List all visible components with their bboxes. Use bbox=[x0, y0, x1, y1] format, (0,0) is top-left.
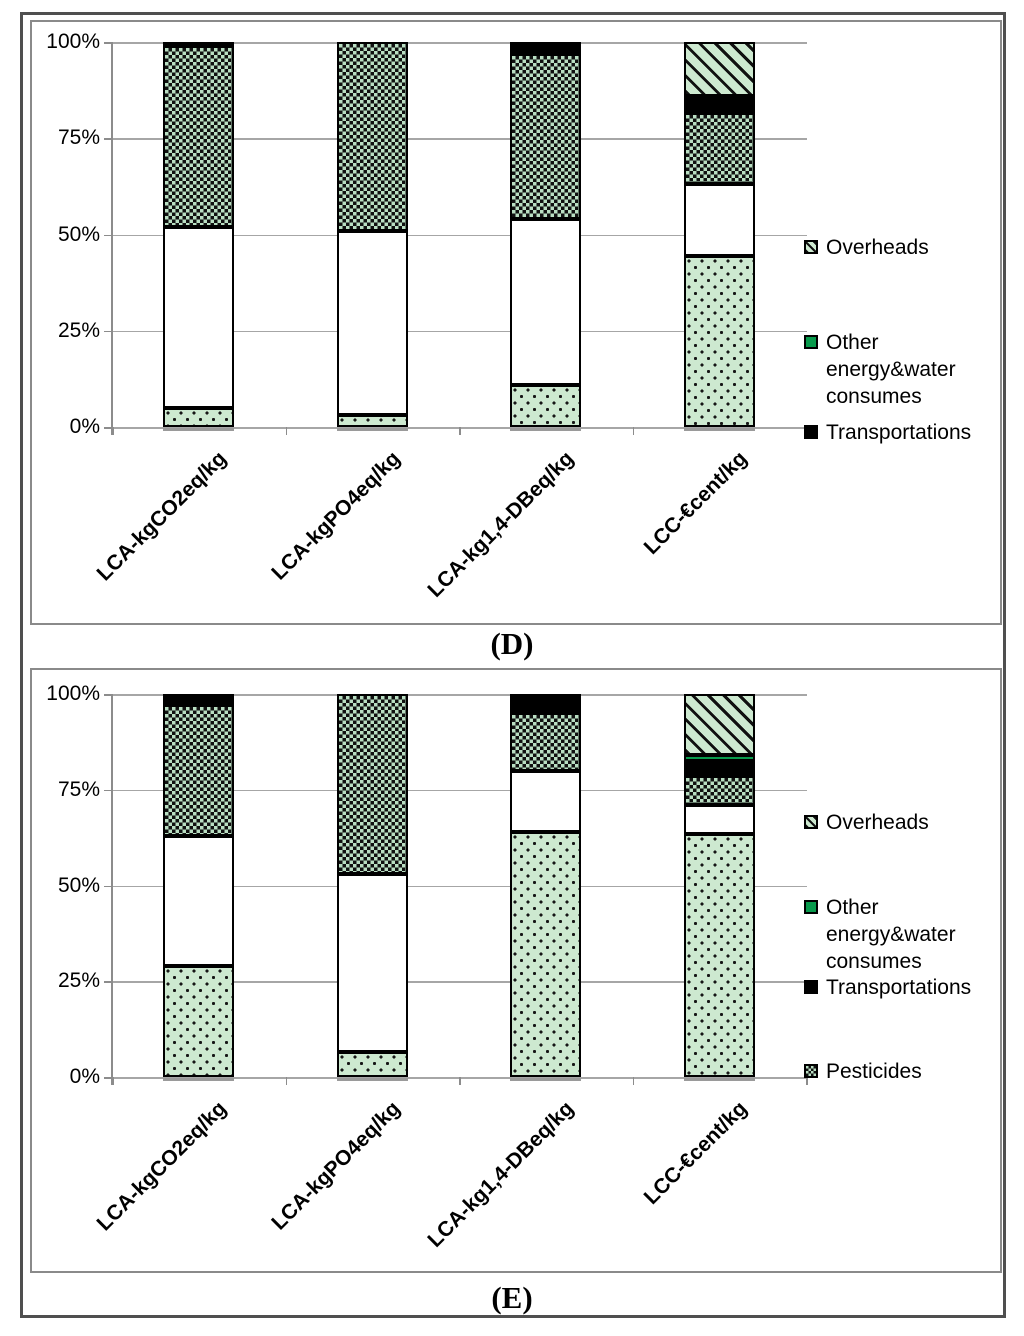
bar-segment-diagonal-hatched bbox=[684, 694, 755, 755]
x-tick bbox=[112, 1077, 114, 1085]
x-axis-label: LCA-kgPO4eq/kg bbox=[266, 1097, 405, 1235]
bar-segment-checkered-green bbox=[163, 46, 234, 227]
bar-shadow bbox=[163, 428, 234, 431]
legend-label: Transportations bbox=[826, 421, 972, 444]
bar-shadow bbox=[510, 1078, 581, 1081]
x-tick bbox=[633, 427, 635, 435]
chart-d bbox=[30, 20, 1002, 625]
x-tick bbox=[633, 1077, 635, 1085]
bar-segment-white bbox=[163, 227, 234, 408]
x-tick bbox=[459, 427, 461, 435]
y-axis-label: 50% bbox=[57, 873, 100, 897]
x-axis-label: LCA-kgCO2eq/kg bbox=[92, 1097, 232, 1236]
bar-shadow bbox=[163, 1078, 234, 1081]
y-axis-label: 50% bbox=[57, 222, 100, 246]
bar-segment-white bbox=[684, 805, 755, 834]
x-tick bbox=[459, 1077, 461, 1085]
legend-label: Overheads bbox=[826, 811, 929, 834]
legend-swatch-black-icon bbox=[804, 425, 818, 439]
bar-shadow bbox=[684, 428, 755, 431]
bar-segment-solid-green bbox=[684, 755, 755, 761]
x-tick bbox=[286, 427, 288, 435]
bar-segment-checkered-green bbox=[684, 776, 755, 805]
y-axis-line bbox=[111, 42, 113, 435]
caption-d: (D) bbox=[490, 626, 534, 661]
bar-segment-dotted-light-green bbox=[510, 832, 581, 1077]
x-axis-label: LCC-€cent/kg bbox=[639, 1097, 752, 1209]
bar-segment-dotted-light-green bbox=[684, 256, 755, 427]
legend-swatch-black-icon bbox=[804, 980, 818, 994]
legend-swatch-checkered-icon bbox=[804, 1064, 818, 1078]
bar-segment-black bbox=[684, 761, 755, 776]
legend-label: Pesticides bbox=[826, 1060, 922, 1083]
bar-segment-black bbox=[684, 96, 755, 113]
bar-segment-white bbox=[684, 184, 755, 255]
legend-swatch-green-icon bbox=[804, 335, 818, 349]
bar-segment-black bbox=[510, 42, 581, 54]
bar-segment-dotted-light-green bbox=[510, 385, 581, 427]
bar-segment-dotted-light-green bbox=[163, 966, 234, 1077]
legend-swatch-green-icon bbox=[804, 900, 818, 914]
y-axis-label: 100% bbox=[46, 682, 100, 705]
legend-label: Other energy&water consumes bbox=[826, 331, 956, 408]
y-axis-label: 75% bbox=[57, 777, 100, 801]
x-axis-label: LCA-kgPO4eq/kg bbox=[266, 447, 405, 585]
bar-shadow bbox=[337, 1078, 408, 1081]
bar-segment-dotted-light-green bbox=[163, 408, 234, 427]
bar-segment-checkered-green bbox=[510, 54, 581, 220]
bar-segment-checkered-green bbox=[684, 113, 755, 184]
legend-label: Overheads bbox=[826, 236, 929, 259]
y-axis-label: 0% bbox=[69, 1065, 100, 1088]
bar-segment-dotted-light-green bbox=[684, 834, 755, 1077]
bar-segment-black bbox=[163, 694, 234, 705]
bar-segment-white bbox=[510, 771, 581, 832]
legend-label: Other energy&water consumes bbox=[826, 896, 956, 973]
legend-swatch-hatched-icon bbox=[804, 815, 818, 829]
bar-segment-checkered-green bbox=[163, 705, 234, 835]
bar-segment-white bbox=[163, 836, 234, 966]
x-tick bbox=[286, 1077, 288, 1085]
x-axis-label: LCA-kg1,4-DBeq/kg bbox=[423, 1097, 579, 1252]
legend-swatch-hatched-icon bbox=[804, 240, 818, 254]
bar-segment-checkered-green bbox=[510, 713, 581, 770]
bar-shadow bbox=[510, 428, 581, 431]
bar-segment-dotted-light-green bbox=[337, 415, 408, 427]
x-axis-label: LCA-kgCO2eq/kg bbox=[92, 447, 232, 586]
bar-segment-checkered-green bbox=[337, 694, 408, 874]
y-axis-label: 25% bbox=[57, 969, 100, 993]
bar-segment-black bbox=[163, 42, 234, 46]
bar-segment-black bbox=[510, 694, 581, 713]
caption-e: (E) bbox=[491, 1280, 533, 1315]
bar-segment-checkered-green bbox=[337, 42, 408, 231]
bar-segment-dotted-light-green bbox=[337, 1052, 408, 1077]
y-axis-label: 75% bbox=[57, 126, 100, 150]
x-axis-label: LCA-kg1,4-DBeq/kg bbox=[423, 447, 579, 602]
y-axis-label: 0% bbox=[69, 415, 100, 438]
bar-shadow bbox=[684, 1078, 755, 1081]
x-tick bbox=[806, 1077, 808, 1085]
legend-label: Transportations bbox=[826, 976, 972, 999]
bar-segment-white bbox=[510, 219, 581, 385]
x-tick bbox=[112, 427, 114, 435]
y-axis-line bbox=[111, 694, 113, 1085]
y-axis-label: 100% bbox=[46, 30, 100, 53]
bar-shadow bbox=[337, 428, 408, 431]
bar-segment-diagonal-hatched bbox=[684, 42, 755, 96]
y-axis-label: 25% bbox=[57, 318, 100, 342]
x-axis-label: LCC-€cent/kg bbox=[639, 447, 752, 559]
bar-segment-white bbox=[337, 231, 408, 416]
bar-segment-white bbox=[337, 874, 408, 1052]
chart-e bbox=[30, 668, 1002, 1273]
